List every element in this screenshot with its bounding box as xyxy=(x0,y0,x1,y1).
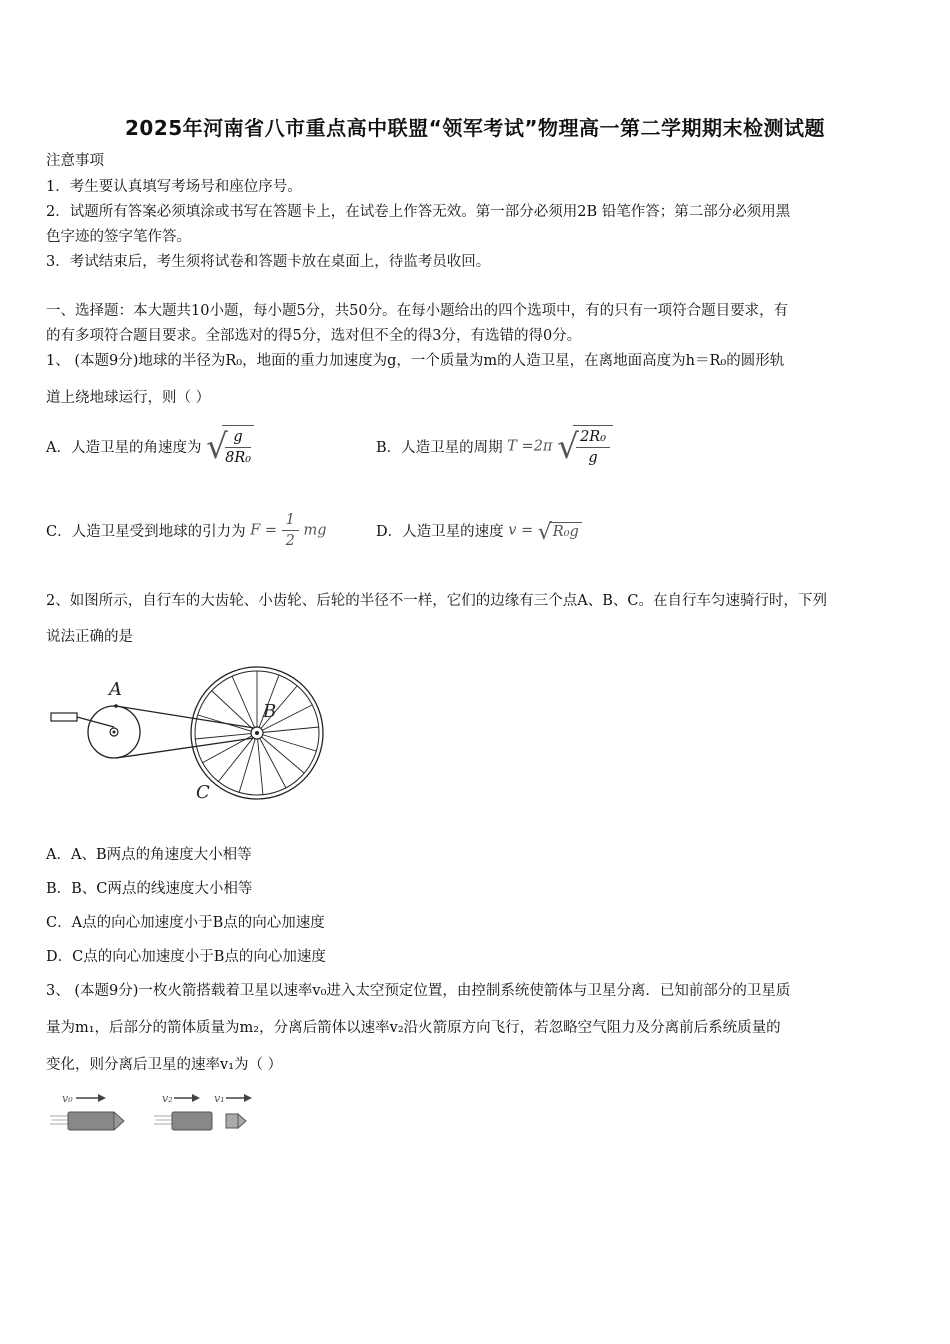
q1-b-denominator: g xyxy=(588,450,598,466)
q1-option-c xyxy=(46,510,327,551)
label-b: B xyxy=(263,701,277,722)
q2-option-d: D．C点的向心加速度小于B点的向心加速度 xyxy=(46,949,326,965)
q1-b-numerator: 2R₀ xyxy=(576,427,610,448)
q1-c-lhs: F = xyxy=(250,522,278,539)
q1-b-lhs: T =2π xyxy=(507,438,553,455)
page-title: 2025年河南省八市重点高中联盟“领军考试”物理高一第二学期期末检测试题 xyxy=(125,116,825,140)
notice-item-2: 2．试题所有答案必须填涂或书写在答题卡上，在试卷上作答无效。第一部分必须用2B 铅笔作答；第二部分必须用黑 xyxy=(46,204,791,220)
q1-c-numerator: 1 xyxy=(282,510,299,531)
sqrt-sign-icon: √ $\frac{\text{2R₀}}{g}$ xyxy=(557,425,613,468)
rocket-nose-icon xyxy=(114,1112,124,1130)
q1-a-numerator: g xyxy=(225,427,251,448)
q2-stem-2: 说法正确的是 xyxy=(46,629,133,645)
chain-top xyxy=(116,706,254,728)
q1-d-radicand: R₀g xyxy=(550,522,582,540)
q1-option-a-label: A．人造卫星的角速度为 xyxy=(46,440,202,456)
q1-option-d-label: D．人造卫星的速度 xyxy=(376,524,504,540)
label-v1: v₁ xyxy=(214,1092,225,1105)
q1-d-lhs: v = xyxy=(508,522,534,539)
small-sprocket-axle xyxy=(255,731,259,735)
label-v2: v₂ xyxy=(162,1092,173,1105)
q2-option-a: A．A、B两点的角速度大小相等 xyxy=(46,847,252,863)
chain-bottom xyxy=(116,738,254,758)
q1-option-d xyxy=(376,519,582,545)
notice-item-2-cont: 色字迹的签字笔作答。 xyxy=(46,229,191,245)
q2-option-b: B．B、C两点的线速度大小相等 xyxy=(46,881,253,897)
q3-stem-3: 变化，则分离后卫星的速率v₁为（ ） xyxy=(46,1057,283,1073)
label-c: C xyxy=(196,782,210,803)
label-v0: v₀ xyxy=(62,1092,73,1105)
q2-option-c: C．A点的向心加速度小于B点的向心加速度 xyxy=(46,915,325,931)
sqrt-sign-icon: √ R₀g xyxy=(538,522,582,540)
q1-c-rhs: mg xyxy=(303,522,327,539)
q1-stem-2: 道上绕地球运行，则（ ） xyxy=(46,390,211,406)
pedal-icon xyxy=(51,713,77,721)
big-sprocket-axle xyxy=(113,731,116,734)
q1-option-a xyxy=(46,425,254,468)
satellite-icon xyxy=(226,1114,238,1128)
q2-stem-1: 2、如图所示，自行车的大齿轮、小齿轮、后轮的半径不一样，它们的边缘有三个点A、B、C。在自行车匀速骑行时，下列 xyxy=(46,593,827,609)
exhaust-right-icon xyxy=(154,1116,172,1124)
q1-a-denominator: 8R₀ xyxy=(225,450,252,466)
q3-stem-2: 量为m₁，后部分的箭体质量为m₂，分离后箭体以速率v₂沿火箭原方向飞行，若忽略空气阻力及分离前后系统质量的 xyxy=(46,1020,781,1036)
q1-c-denominator: 2 xyxy=(285,533,295,549)
section-instructions-1: 一、选择题：本大题共10小题，每小题5分，共50分。在每小题给出的四个选项中，有的只有一项符合题目要求，有 xyxy=(46,303,789,319)
rocket-separation-figure xyxy=(46,1088,261,1138)
section-instructions-2: 的有多项符合题目要求。全部选对的得5分，选对但不全的得3分，有选错的得0分。 xyxy=(46,328,582,344)
q1-option-b xyxy=(376,425,613,468)
notice-heading: 注意事项 xyxy=(46,153,104,169)
q3-stem-1: 3、 (本题9分)一枚火箭搭载着卫星以速率v₀进入太空预定位置，由控制系统使箭体与卫星分离．已知前部分的卫星质 xyxy=(46,983,791,999)
q1-option-c-label: C．人造卫星受到地球的引力为 xyxy=(46,524,246,540)
notice-item-1: 1．考生要认真填写考场号和座位序号。 xyxy=(46,179,302,195)
crank-arm xyxy=(77,717,114,727)
rocket-body-icon xyxy=(68,1112,114,1130)
exhaust-left-icon xyxy=(50,1116,68,1124)
notice-item-3: 3．考试结束后，考生须将试卷和答题卡放在桌面上，待监考员收回。 xyxy=(46,254,491,270)
q1-option-b-label: B．人造卫星的周期 xyxy=(376,440,503,456)
q1-stem-1: 1、 (本题9分)地球的半径为R₀，地面的重力加速度为g，一个质量为m的人造卫星，在离地面高度为h＝R₀的圆形轨 xyxy=(46,353,785,369)
sqrt-sign-icon: √ $\frac{g}{\text{8R₀}}$ xyxy=(206,425,254,468)
bicycle-gear-figure xyxy=(46,665,336,805)
rocket-casing-icon xyxy=(172,1112,212,1130)
label-a: A xyxy=(109,679,122,700)
